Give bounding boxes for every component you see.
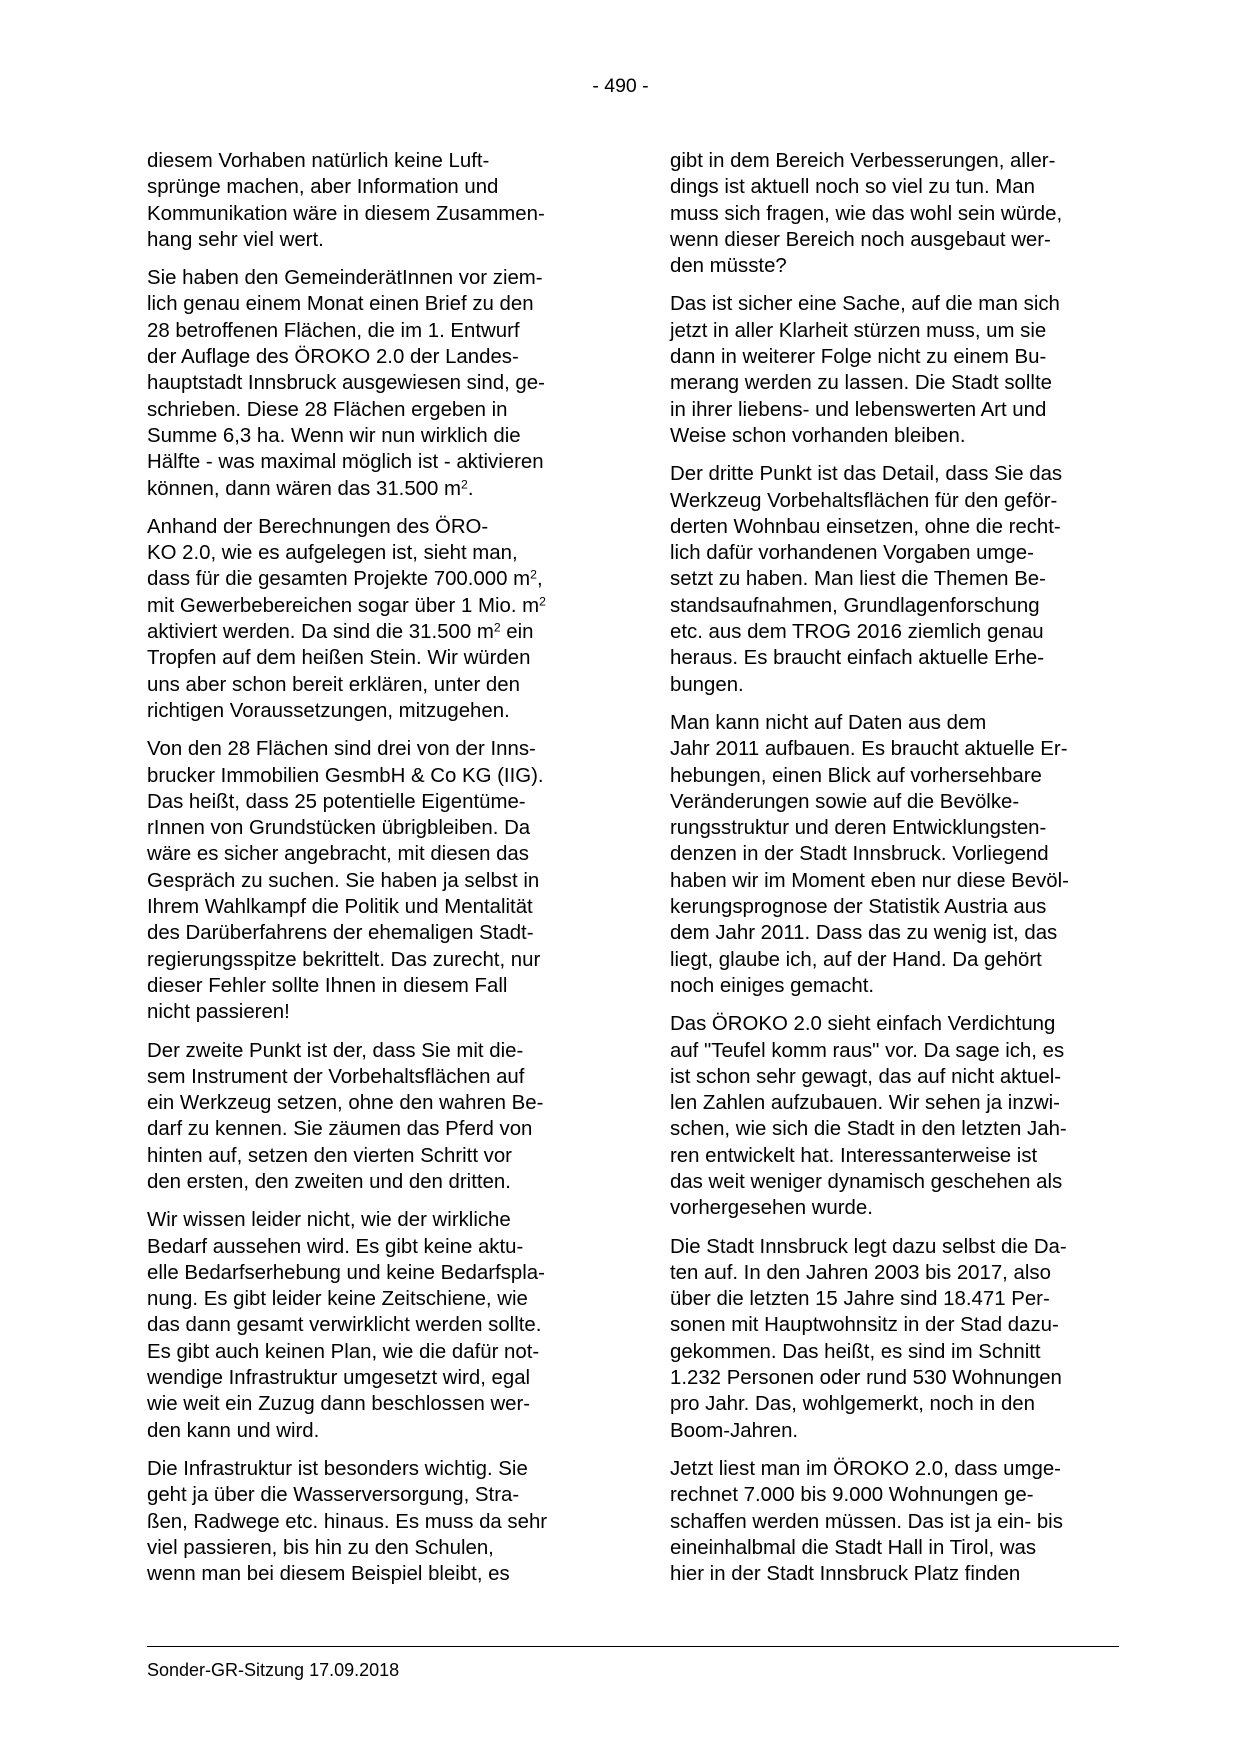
paragraph: [147, 514, 600, 724]
text-line: ren entwickelt hat. Interessanterweise ist: [670, 1144, 1038, 1167]
text-line: rInnen von Grundstücken übrigbleiben. Da: [147, 817, 531, 840]
text-line: dieser Fehler sollte Ihnen in diesem Fall: [147, 974, 508, 997]
footer-divider: [147, 1646, 1119, 1647]
paragraph: [670, 291, 1123, 449]
text-line: Gespräch zu suchen. Sie haben ja selbst in: [147, 869, 540, 892]
text-line: dass für die gesamten Projekte 700.000 $m^2$,: [147, 567, 543, 591]
page-number: - 490 -: [592, 75, 649, 97]
text-line: ten auf. In den Jahren 2003 bis 2017, also: [670, 1261, 1051, 1284]
text-line: Man kann nicht auf Daten aus dem: [670, 711, 987, 734]
text-line: dann in weiterer Folge nicht zu einem Bu-: [670, 346, 1047, 369]
text-line: Jetzt liest man im ÖROKO 2.0, dass umge-: [670, 1457, 1061, 1480]
text-line: geht ja über die Wasserversorgung, Stra-: [147, 1484, 520, 1507]
text-line: derten Wohnbau einsetzen, ohne die recht-: [670, 515, 1061, 538]
footer-session-label: Sonder-GR-Sitzung 17.09.2018: [147, 1660, 400, 1680]
text-line: eineinhalbmal die Stadt Hall in Tirol, was: [670, 1536, 1037, 1559]
text-line: hinten auf, setzen den vierten Schritt vor: [147, 1144, 512, 1167]
text-line: Tropfen auf dem heißen Stein. Wir würden: [147, 647, 531, 670]
text-line: Die Infrastruktur ist besonders wichtig. Sie: [147, 1457, 528, 1480]
text-line: heraus. Es braucht einfach aktuelle Erhe-: [670, 647, 1045, 670]
text-line: Bedarf aussehen wird. Es gibt keine aktu-: [147, 1235, 524, 1258]
superscript: 2: [530, 567, 537, 582]
text-line: darf zu kennen. Sie zäumen das Pferd von: [147, 1118, 533, 1141]
text-line: sem Instrument der Vorbehaltsflächen auf: [147, 1065, 525, 1088]
paragraph: [670, 710, 1123, 999]
text-line: dings ist aktuell noch so viel zu tun. Man: [670, 176, 1035, 199]
text-line: Kommunikation wäre in diesem Zusammen-: [147, 202, 545, 225]
text-line: des Darüberfahrens der ehemaligen Stadt-: [147, 922, 534, 945]
text-line: Das heißt, dass 25 potentielle Eigentüme-: [147, 790, 526, 813]
text-line: schrieben. Diese 28 Flächen ergeben in: [147, 398, 508, 421]
text-line: Der zweite Punkt ist der, dass Sie mit die-: [147, 1039, 524, 1062]
text-line: jetzt in aller Klarheit stürzen muss, um sie: [670, 319, 1047, 342]
paragraph: [670, 1234, 1123, 1444]
text-line: ßen, Radwege etc. hinaus. Es muss da sehr: [147, 1510, 548, 1533]
text-line: Der dritte Punkt ist das Detail, dass Sie das: [670, 463, 1063, 486]
text-line: auf "Teufel komm raus" vor. Da sage ich, es: [670, 1039, 1065, 1062]
text-line: vorhergesehen wurde.: [670, 1197, 873, 1220]
text-line: dem Jahr 2011. Dass das zu wenig ist, das: [670, 922, 1058, 945]
text-line: das weit weniger dynamisch geschehen als: [670, 1170, 1063, 1193]
text-line: Ihrem Wahlkampf die Politik und Mentalität: [147, 896, 533, 919]
text-line: der Auflage des ÖROKO 2.0 der Landes-: [147, 346, 519, 369]
text-line: Es gibt auch keinen Plan, wie die dafür not-: [147, 1340, 540, 1363]
text-line: KO 2.0, wie es aufgelegen ist, sieht man,: [147, 542, 518, 565]
text-line: in ihrer liebens- und lebenswerten Art und: [670, 398, 1047, 421]
text-line: ist schon sehr gewagt, das auf nicht aktuel-: [670, 1065, 1062, 1088]
text-line: nung. Es gibt leider keine Zeitschiene, wie: [147, 1288, 528, 1311]
text-line: mit Gewerbebereichen sogar über 1 Mio. $m^2$: [147, 594, 546, 617]
text-line: Von den 28 Flächen sind drei von der Inns-: [147, 738, 536, 761]
text-line: noch einiges gemacht.: [670, 974, 875, 997]
text-line: haben wir im Moment eben nur diese Bevöl-: [670, 869, 1069, 892]
text-line: Jahr 2011 aufbauen. Es braucht aktuelle Er-: [670, 738, 1068, 761]
text-line: regierungsspitze bekrittelt. Das zurecht, nur: [147, 948, 541, 971]
text-line: viel passieren, bis hin zu den Schulen,: [147, 1536, 494, 1559]
text-line: wie weit ein Zuzug dann beschlossen wer-: [147, 1393, 531, 1416]
text-line: rechnet 7.000 bis 9.000 Wohnungen ge-: [670, 1484, 1034, 1507]
text-line: 28 betroffenen Flächen, die im 1. Entwurf: [147, 319, 520, 342]
text-line: muss sich fragen, wie das wohl sein würde,: [670, 202, 1063, 225]
paragraph: [147, 1456, 600, 1587]
text-line: ein Werkzeug setzen, ohne den wahren Be-: [147, 1092, 544, 1115]
text-line: schaffen werden müssen. Das ist ja ein- bis: [670, 1510, 1063, 1533]
text-line: nicht passieren!: [147, 1001, 290, 1024]
text-line: 1.232 Personen oder rund 530 Wohnungen: [670, 1367, 1062, 1390]
text-line: richtigen Voraussetzungen, mitzugehen.: [147, 699, 510, 722]
text-line: uns aber schon bereit erklären, unter den: [147, 673, 520, 696]
paragraph: [147, 148, 600, 253]
text-line: Weise schon vorhanden bleiben.: [670, 424, 966, 447]
text-line: kerungsprognose der Statistik Austria aus: [670, 896, 1047, 919]
text-line: können, dann wären das 31.500 $m^2$.: [147, 476, 474, 500]
text-line: schen, wie sich die Stadt in den letzten Jah-: [670, 1118, 1067, 1141]
text-line: standsaufnahmen, Grundlagenforschung: [670, 594, 1040, 617]
text-line: Das ÖROKO 2.0 sieht einfach Verdichtung: [670, 1013, 1056, 1036]
text-line: Anhand der Berechnungen des ÖRO-: [147, 515, 489, 538]
text-line: denzen in der Stadt Innsbruck. Vorliegend: [670, 843, 1049, 866]
text-line: bungen.: [670, 673, 744, 696]
text-line: setzt zu haben. Man liest die Themen Be-: [670, 568, 1046, 591]
text-line: etc. aus dem TROG 2016 ziemlich genau: [670, 621, 1044, 644]
text-line: Veränderungen sowie auf die Bevölke-: [670, 790, 1020, 813]
paragraph: [147, 265, 600, 502]
text-line: gekommen. Das heißt, es sind im Schnitt: [670, 1340, 1041, 1363]
paragraph: [670, 1011, 1123, 1221]
paragraph: [670, 148, 1123, 279]
text-line: Summe 6,3 ha. Wenn wir nun wirklich die: [147, 424, 521, 447]
paragraph: [147, 1038, 600, 1196]
text-line: diesem Vorhaben natürlich keine Luft-: [147, 150, 490, 172]
text-line: hier in der Stadt Innsbruck Platz finden: [670, 1563, 1021, 1586]
text-line: gibt in dem Bereich Verbesserungen, aller-: [670, 150, 1056, 172]
text-line: das dann gesamt verwirklicht werden sollte.: [147, 1314, 542, 1337]
superscript: 2: [493, 620, 501, 635]
paragraph: [670, 1456, 1123, 1587]
text-line: Werkzeug Vorbehaltsflächen für den geför-: [670, 489, 1058, 512]
text-line: den kann und wird.: [147, 1419, 320, 1442]
text-line: liegt, glaube ich, auf der Hand. Da gehört: [670, 948, 1042, 971]
text-line: rungsstruktur und deren Entwicklungsten-: [670, 817, 1047, 840]
text-line: sonen mit Hauptwohnsitz in der Stad dazu-: [670, 1314, 1059, 1337]
text-line: wäre es sicher angebracht, mit diesen das: [147, 843, 529, 866]
text-line: aktiviert werden. Da sind die 31.500 $m^2$ ein: [147, 620, 534, 644]
paragraph: [670, 461, 1123, 698]
text-line: Sie haben den GemeinderätInnen vor ziem-: [147, 267, 543, 290]
text-line: pro Jahr. Das, wohlgemerkt, noch in den: [670, 1393, 1035, 1416]
text-line: brucker Immobilien GesmbH & Co KG (IIG).: [147, 764, 544, 787]
text-line: wenn man bei diesem Beispiel bleibt, es: [147, 1563, 510, 1586]
text-line: den ersten, den zweiten und den dritten.: [147, 1170, 511, 1193]
text-line: lich genau einem Monat einen Brief zu den: [147, 293, 534, 316]
text-line: den müsste?: [670, 255, 787, 278]
text-line: len Zahlen aufzubauen. Wir sehen ja inzwi-: [670, 1092, 1060, 1115]
text-line: Boom-Jahren.: [670, 1419, 799, 1442]
paragraph: [147, 1207, 600, 1444]
text-line: hang sehr viel wert.: [147, 228, 324, 251]
text-line: elle Bedarfserhebung und keine Bedarfspla-: [147, 1261, 545, 1284]
text-line: hebungen, einen Blick auf vorhersehbare: [670, 764, 1042, 787]
paragraph: [147, 736, 600, 1025]
text-line: Die Stadt Innsbruck legt dazu selbst die Da-: [670, 1235, 1067, 1258]
text-line: hauptstadt Innsbruck ausgewiesen sind, ge-: [147, 372, 545, 395]
text-line: Hälfte - was maximal möglich ist - aktivieren: [147, 451, 544, 474]
text-line: wendige Infrastruktur umgesetzt wird, egal: [147, 1367, 531, 1390]
left-column: [147, 148, 600, 1599]
text-line: merang werden zu lassen. Die Stadt sollte: [670, 372, 1052, 395]
superscript: 2: [461, 476, 468, 491]
text-line: über die letzten 15 Jahre sind 18.471 Per-: [670, 1288, 1050, 1311]
text-line: lich dafür vorhandenen Vorgaben umge-: [670, 542, 1034, 565]
text-line: wenn dieser Bereich noch ausgebaut wer-: [670, 228, 1051, 251]
right-column: [670, 148, 1123, 1599]
superscript: 2: [539, 594, 546, 609]
text-line: sprünge machen, aber Information und: [147, 176, 499, 199]
text-line: Wir wissen leider nicht, wie der wirkliche: [147, 1209, 511, 1232]
text-line: Das ist sicher eine Sache, auf die man sich: [670, 293, 1060, 316]
